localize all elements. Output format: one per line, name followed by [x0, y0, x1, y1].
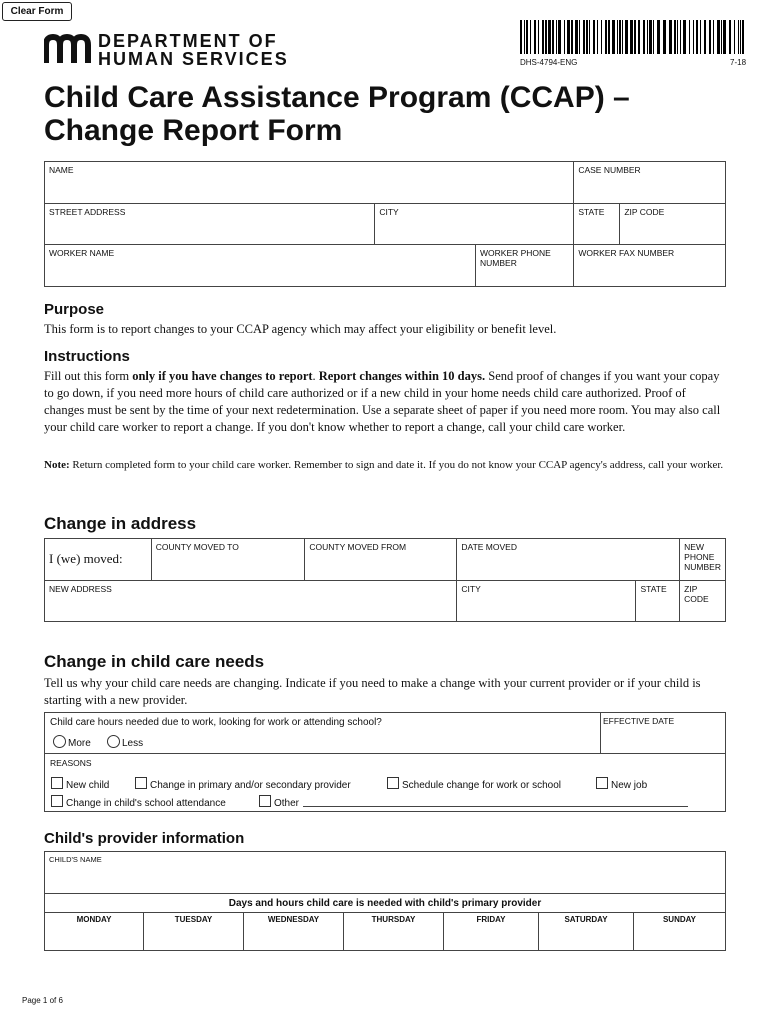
provider-box	[44, 851, 726, 951]
reason-new-child[interactable]	[51, 777, 109, 791]
r2-label: Change in primary and/or secondary provider	[150, 780, 351, 791]
new-city-field[interactable]: CITY	[457, 581, 636, 622]
less-label: Less	[122, 738, 144, 749]
instr-rest: Send proof of changes if you want your copay to go down, if you need more hours of child care authorized or if a new child in your home needs child care authorized. Proof of changes must be sent by the time of your next redetermination. Use a separate sheet of paper if you need more room. You may also call your child care worker to report a change. If you don't know whether to report a change, call your child care worker.	[44, 369, 721, 434]
instr-part1: Fill out this form	[44, 369, 133, 383]
hours-question: Child care hours needed due to work, looking for work or attending school?	[50, 717, 382, 728]
new-phone-field[interactable]: NEW PHONE NUMBER	[680, 539, 726, 581]
needs-box	[44, 712, 726, 812]
case-number-field[interactable]: CASE NUMBER	[574, 162, 726, 204]
day-cell[interactable]	[45, 912, 144, 950]
note-body: Return completed form to your child care worker. Remember to sign and date it. If you do not know your CCAP agency's address, call your worker.	[69, 459, 724, 471]
instr-bold2: Report changes within 10 days.	[318, 369, 486, 383]
county-to-field[interactable]: COUNTY MOVED TO	[151, 539, 305, 581]
more-radio-icon[interactable]	[53, 735, 66, 748]
r6-label: Other	[274, 798, 300, 809]
r1-label: New child	[66, 780, 110, 791]
title-line1: Child Care Assistance Program (CCAP) –	[44, 81, 630, 114]
other-checkbox-icon[interactable]	[259, 795, 271, 807]
address-table	[44, 538, 726, 622]
school-checkbox-icon[interactable]	[51, 795, 63, 807]
page-title	[44, 81, 630, 147]
name-field[interactable]: NAME	[45, 162, 574, 204]
provider-heading: Child's provider information	[44, 830, 245, 847]
day-label: SUNDAY	[662, 915, 697, 924]
day-cell[interactable]	[444, 912, 539, 950]
date-moved-field[interactable]: DATE MOVED	[457, 539, 680, 581]
mn-logo-icon	[44, 33, 92, 65]
other-input[interactable]	[303, 806, 688, 807]
day-label: THURSDAY	[371, 915, 416, 924]
r3-label: Schedule change for work or school	[402, 780, 561, 791]
instructions-heading: Instructions	[44, 348, 130, 365]
childs-name-field[interactable]: CHILD'S NAME	[49, 855, 102, 864]
worker-phone-field[interactable]: WORKER PHONE NUMBER	[480, 248, 551, 268]
day-cell[interactable]	[634, 912, 725, 950]
reason-schedule[interactable]	[387, 777, 561, 791]
hours-cell	[45, 713, 601, 754]
county-from-field[interactable]: COUNTY MOVED FROM	[305, 539, 457, 581]
day-cell[interactable]	[539, 912, 634, 950]
logo-line2: HUMAN SERVICES	[98, 49, 289, 69]
barcode-icon	[519, 20, 746, 54]
day-label: TUESDAY	[174, 915, 213, 924]
day-cell[interactable]	[144, 912, 244, 950]
day-cell[interactable]	[244, 912, 344, 950]
moved-label: I (we) moved:	[45, 539, 152, 581]
r4-label: New job	[611, 780, 648, 791]
reason-other[interactable]	[259, 795, 299, 809]
less-radio-icon[interactable]	[107, 735, 120, 748]
instr-bold1: only if you have changes to report	[132, 369, 313, 383]
more-label: More	[68, 738, 91, 749]
day-label: SATURDAY	[564, 915, 608, 924]
new-child-checkbox-icon[interactable]	[51, 777, 63, 789]
day-cell[interactable]	[344, 912, 444, 950]
new-address-field[interactable]: NEW ADDRESS	[45, 581, 457, 622]
less-option[interactable]	[107, 735, 143, 749]
provider-checkbox-icon[interactable]	[135, 777, 147, 789]
reason-school[interactable]	[51, 795, 226, 809]
applicant-table	[44, 161, 726, 287]
needs-text: Tell us why your child care needs are changing. Indicate if you need to make a change with your current provider or if your child is starting with a new provider.	[44, 676, 701, 707]
worker-name-field[interactable]: WORKER NAME	[45, 245, 476, 286]
purpose-heading: Purpose	[44, 301, 105, 318]
note-text	[44, 457, 724, 473]
days-row	[45, 912, 725, 950]
street-address-field[interactable]: STREET ADDRESS	[45, 204, 375, 245]
worker-fax-field[interactable]: WORKER FAX NUMBER	[574, 245, 726, 287]
instructions-text	[44, 368, 728, 436]
form-date: 7-18	[730, 58, 747, 67]
effective-date-field[interactable]: EFFECTIVE DATE	[603, 716, 675, 726]
address-heading: Change in address	[44, 514, 197, 533]
state-field[interactable]: STATE	[574, 204, 620, 245]
r5-label: Change in child's school attendance	[66, 798, 226, 809]
reason-provider[interactable]	[135, 777, 351, 791]
new-zip-field[interactable]: ZIP CODE	[680, 581, 726, 622]
instr-mid: .	[312, 369, 319, 383]
clear-form-button[interactable]: Clear Form	[2, 2, 72, 21]
page-number: Page 1 of 6	[22, 996, 63, 1005]
day-label: WEDNESDAY	[267, 915, 320, 924]
needs-heading: Change in child care needs	[44, 652, 265, 671]
title-line2: Change Report Form	[44, 114, 343, 147]
zip-field[interactable]: ZIP CODE	[620, 204, 726, 245]
logo-line1: DEPARTMENT OF	[98, 31, 278, 51]
day-label: MONDAY	[76, 915, 112, 924]
reasons-label: REASONS	[50, 758, 92, 768]
form-code: DHS-4794-ENG	[520, 58, 578, 67]
purpose-text: This form is to report changes to your CCAP agency which may affect your eligibility or benefit level.	[44, 322, 557, 336]
schedule-checkbox-icon[interactable]	[387, 777, 399, 789]
reason-new-job[interactable]	[596, 777, 647, 791]
more-option[interactable]	[53, 735, 91, 749]
days-heading: Days and hours child care is needed with child's primary provider	[228, 898, 542, 909]
new-job-checkbox-icon[interactable]	[596, 777, 608, 789]
city-field[interactable]: CITY	[375, 204, 574, 245]
new-state-field[interactable]: STATE	[636, 581, 680, 622]
note-label: Note:	[44, 459, 70, 471]
day-label: FRIDAY	[476, 915, 506, 924]
